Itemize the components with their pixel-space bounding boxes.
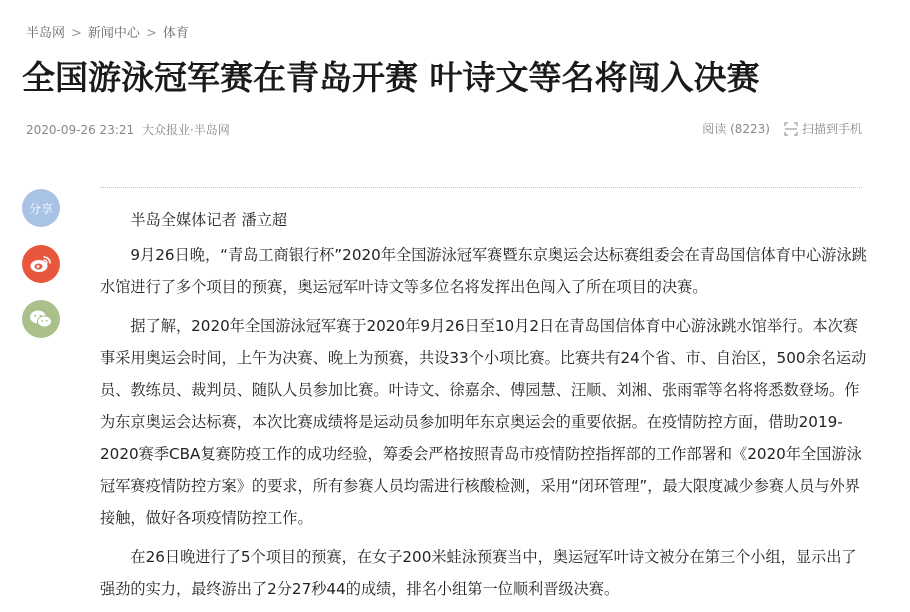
article-author: 半岛全媒体记者 潘立超 — [130, 211, 288, 229]
article-body — [100, 204, 870, 612]
breadcrumb-separator: > — [71, 26, 82, 41]
breadcrumb-item-sports[interactable]: 体育 — [162, 26, 189, 41]
scan-to-phone-label: 扫描到手机 — [801, 122, 862, 136]
article-title: 全国游泳冠军赛在青岛开赛 叶诗文等名将闯入决赛 — [22, 58, 760, 97]
publish-datetime: 2020-09-26 23:21 — [26, 123, 135, 137]
read-count: 阅读 (8223) — [702, 122, 770, 136]
article-paragraph: 在26日晚进行了5个项目的预赛，在女子200米蛙泳预赛当中，奥运冠军叶诗文被分在第三个小组，显示出了强劲的实力，最终游出了2分27秒44的成绩，排名小组第一位顺利晋级决赛。 — [100, 548, 857, 598]
weibo-icon — [29, 254, 53, 274]
breadcrumb — [26, 22, 189, 41]
breadcrumb-item-news-center[interactable]: 新闻中心 — [87, 26, 140, 41]
share-weibo-button[interactable] — [22, 245, 60, 283]
article-stats — [702, 120, 862, 137]
article-meta — [26, 121, 230, 138]
breadcrumb-separator: > — [145, 26, 157, 41]
breadcrumb-item-home[interactable]: 半岛网 — [26, 26, 66, 41]
scan-to-phone-button[interactable] — [784, 120, 862, 137]
share-button[interactable] — [22, 189, 60, 227]
qr-scan-icon — [784, 122, 798, 136]
header-divider — [100, 187, 862, 188]
share-wechat-button[interactable] — [22, 300, 60, 338]
article-paragraph: 据了解，2020年全国游泳冠军赛于2020年9月26日至10月2日在青岛国信体育中心游泳跳水馆举行。本次赛事采用奥运会时间，上午为决赛、晚上为预赛，共设33个小项比赛。比赛共有24个省、市、自治区，500余名运动员、教练员、裁判员、随队人员参加比赛。叶诗文、徐嘉余、傅园慧、汪顺、刘湘、张雨霏等名将将悉数登场。作为东京奥运会达标赛，本次比赛成绩将是运动员参加明年东京奥运会的重要依据。在疫情防控方面，借助2019-2020赛季CBA复赛防疫工作的成功经验，筹委会严格按照青岛市疫情防控指挥部的工作部署和《2020年全国游泳冠军赛疫情防控方案》的要求，所有参赛人员均需进行核酸检测，采用“闭环管理”，最大限度减少参赛人员与外界接触，做好各项疫情防控工作。 — [100, 317, 867, 527]
wechat-icon — [29, 309, 53, 329]
article-paragraph: 9月26日晚，“青岛工商银行杯”2020年全国游泳冠军赛暨东京奥运会达标赛组委会在青岛国信体育中心游泳跳水馆进行了多个项目的预赛，奥运冠军叶诗文等多位名将发挥出色闯入了所在项目的决赛。 — [100, 246, 867, 296]
share-label: 分享 — [28, 201, 53, 216]
article-source: 大众报业·半岛网 — [141, 123, 230, 137]
